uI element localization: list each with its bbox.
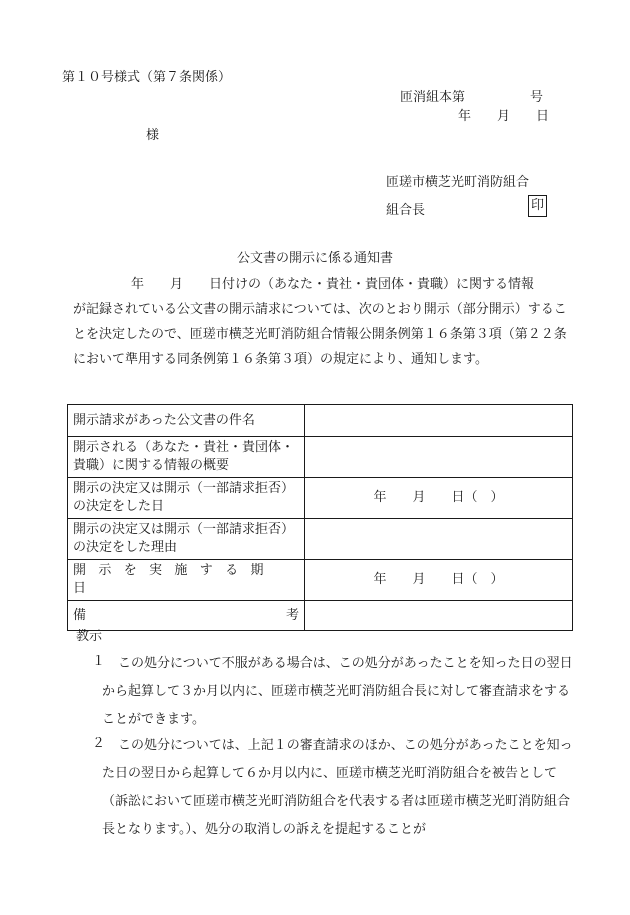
notice-body-rest: が記録されている公文書の開示請求については、次のとおり開示（部分開示）することを決定したので、匝瑳市横芝光町消防組合情報公開条例第１６条第３項（第２２条において準用する同条例第１６条第３項）の規定により、通知します。 bbox=[73, 302, 567, 367]
document-title: 公文書の開示に係る通知書 bbox=[236, 251, 393, 266]
remarks-label-right: 考 bbox=[285, 607, 299, 623]
issue-date: 年 月 日 bbox=[458, 109, 550, 124]
disclosure-table bbox=[67, 404, 573, 631]
sender-organization: 匝瑳市横芝光町消防組合 bbox=[386, 175, 530, 190]
table-row bbox=[68, 601, 573, 631]
guidance-heading: 教示 bbox=[76, 629, 103, 644]
sender-chief-label: 組合長 bbox=[386, 203, 426, 218]
row-value-info-summary bbox=[305, 437, 573, 478]
seal-box: 印 bbox=[528, 195, 547, 217]
issue-number: 匝消組本第 号 bbox=[400, 90, 544, 105]
notice-body bbox=[73, 272, 573, 372]
row-value-decision-reason bbox=[305, 519, 573, 560]
remarks-label-left: 備 bbox=[73, 607, 87, 623]
guidance-item-number: ２ bbox=[92, 736, 106, 751]
table-row bbox=[68, 560, 573, 601]
row-label-decision-reason: 開示の決定又は開示（一部請求拒否）の決定をした理由 bbox=[68, 519, 305, 560]
notice-body-first-line: 年 月 日付けの（あなた・貴社・貴団体・貴職）に関する情報 bbox=[131, 277, 535, 292]
form-number: 第１０号様式（第７条関係） bbox=[62, 70, 232, 85]
guidance-item-text: この処分については、上記１の審査請求のほか、この処分があったことを知った日の翌日から起算して６か月以内に、匝瑳市横芝光町消防組合を被告として（訴訟において匝瑳市横芝光町消防組合を代表する者は匝瑳市横芝光町消防組合長となります。）、処分の取消しの訴えを提起することが bbox=[102, 738, 573, 837]
table-row bbox=[68, 437, 573, 478]
row-value-decision-date: 年 月 日（ ） bbox=[305, 478, 573, 519]
row-value-remarks bbox=[305, 601, 573, 631]
row-label-decision-date: 開示の決定又は開示（一部請求拒否）の決定をした日 bbox=[68, 478, 305, 519]
row-label-info-summary: 開示される（あなた・貴社・貴団体・貴職）に関する情報の概要 bbox=[68, 437, 305, 478]
guidance-item-text: この処分について不服がある場合は、この処分があったことを知った日の翌日から起算して３か月以内に、匝瑳市横芝光町消防組合長に対して審査請求をすることができます。 bbox=[102, 656, 573, 727]
table-row bbox=[68, 478, 573, 519]
row-value-implementation-date: 年 月 日（ ） bbox=[305, 560, 573, 601]
table-row bbox=[68, 405, 573, 437]
table-row bbox=[68, 519, 573, 560]
row-label-implementation-date: 開示を実施する期日 bbox=[68, 560, 305, 601]
row-value-subject bbox=[305, 405, 573, 437]
addressee: 様 bbox=[146, 128, 160, 143]
guidance-item-number: １ bbox=[92, 654, 106, 669]
row-label-remarks bbox=[68, 601, 305, 631]
row-label-subject: 開示請求があった公文書の件名 bbox=[68, 405, 305, 437]
